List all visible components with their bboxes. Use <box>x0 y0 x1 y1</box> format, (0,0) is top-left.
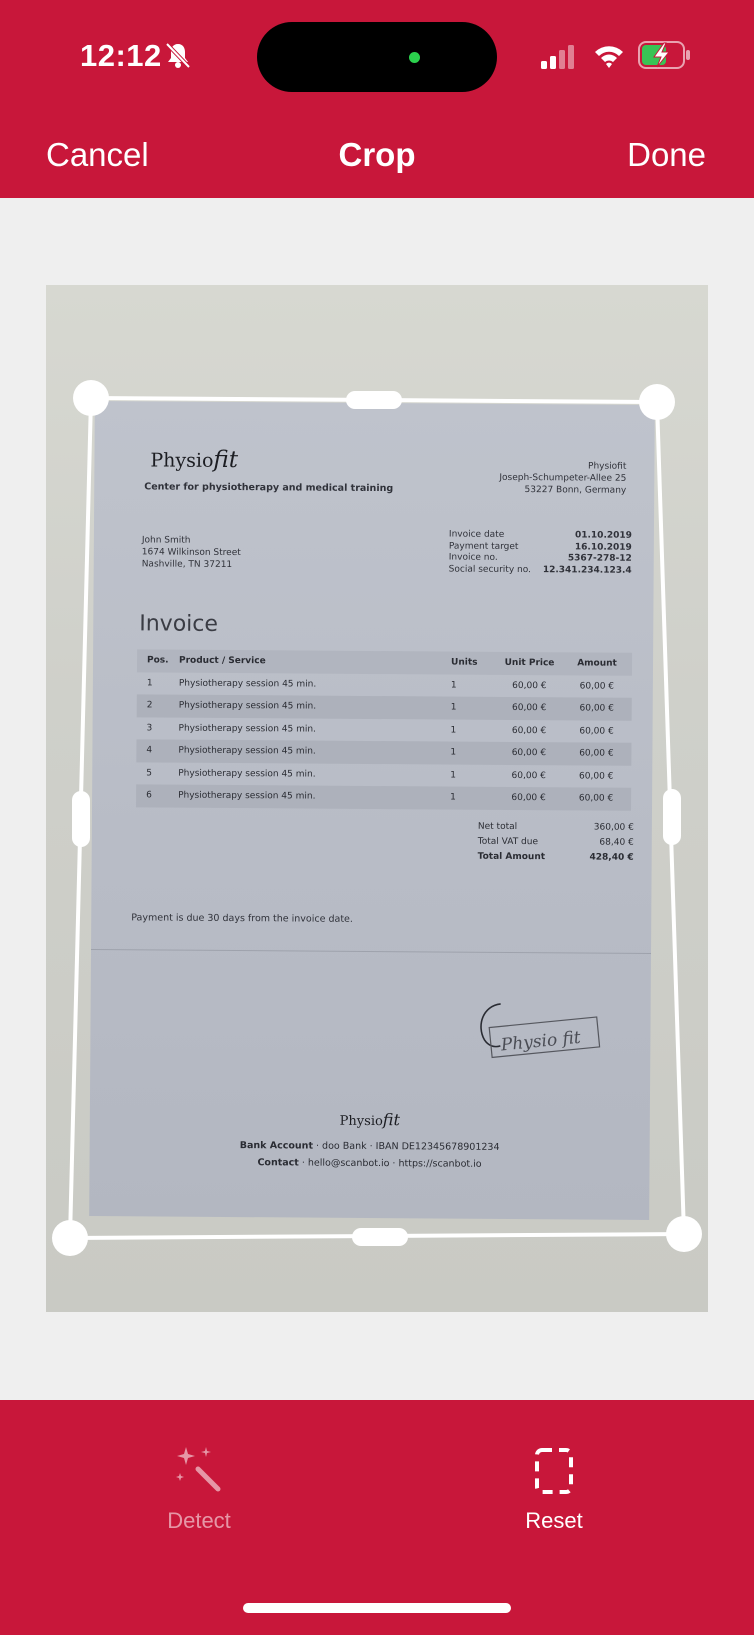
table-row: 3 Physiotherapy session 45 min. 1 60,00 € 60,00 € <box>146 723 614 737</box>
edge-handle-left[interactable] <box>72 791 90 847</box>
home-indicator <box>243 1603 511 1613</box>
wifi-icon <box>593 42 625 70</box>
invoice-title: Invoice <box>139 611 219 637</box>
totals-labels: Net total Total VAT due Total Amount <box>477 821 546 863</box>
status-bar <box>0 0 754 110</box>
detect-label: Detect <box>167 1508 231 1533</box>
signal-icon <box>540 44 580 70</box>
page-title: Crop <box>338 136 416 173</box>
dynamic-island <box>257 22 497 92</box>
crop-frame <box>0 198 754 1400</box>
company-address: Physiofit Joseph-Schumpeter-Allee 25 53227 Bonn, Germany <box>499 461 627 496</box>
bell-slash-icon <box>163 40 193 70</box>
battery-charging-icon <box>638 40 692 70</box>
table-row: 4 Physiotherapy session 45 min. 1 60,00 € 60,00 € <box>136 739 631 765</box>
document-tagline: Center for physiotherapy and medical training <box>144 481 394 495</box>
detect-button[interactable] <box>119 1440 279 1534</box>
navigation-bar <box>0 110 754 198</box>
reset-button[interactable] <box>474 1440 634 1534</box>
svg-text:Physio fit: Physio fit <box>500 1027 582 1056</box>
invoice-meta-labels: Invoice date Payment target Invoice no. Social security no. <box>448 529 531 575</box>
table-header-row: Pos. Product / Service Units Unit Price Amount <box>137 649 632 675</box>
magic-wand-icon <box>174 1445 224 1495</box>
dashed-rectangle-icon <box>534 1447 574 1495</box>
table-row: 5 Physiotherapy session 45 min. 1 60,00 € 60,00 € <box>146 768 614 782</box>
crop-canvas <box>0 198 754 1400</box>
contact-line: Contact · hello@scanbot.io · https://scanbot.io <box>257 1157 482 1170</box>
status-time: 12:12 <box>80 38 162 73</box>
corner-handle-top-right[interactable] <box>639 384 675 420</box>
cancel-button[interactable]: Cancel <box>46 136 149 173</box>
done-button[interactable]: Done <box>627 136 706 173</box>
bank-account-line: Bank Account · doo Bank · IBAN DE12345678901234 <box>239 1140 500 1153</box>
table-row: 1 Physiotherapy session 45 min. 1 60,00 € 60,00 € <box>146 678 615 692</box>
corner-handle-bottom-right[interactable] <box>666 1216 702 1252</box>
totals-values: 360,00 € 68,40 € 428,40 € <box>589 822 634 863</box>
payment-note: Payment is due 30 days from the invoice date. <box>131 912 353 925</box>
camera-indicator <box>409 52 420 63</box>
invoice-meta-values: 01.10.2019 16.10.2019 5367-278-12 12.341.234.123.4 <box>542 530 632 576</box>
reset-label: Reset <box>525 1508 583 1533</box>
corner-handle-bottom-left[interactable] <box>52 1220 88 1256</box>
edge-handle-top[interactable] <box>346 391 402 409</box>
table-row: 2 Physiotherapy session 45 min. 1 60,00 € 60,00 € <box>137 694 632 720</box>
document-logo: Physiofit <box>150 446 239 474</box>
edge-handle-bottom[interactable] <box>352 1228 408 1246</box>
edge-handle-right[interactable] <box>663 789 681 845</box>
footer-logo: Physiofit <box>339 1110 401 1130</box>
bottom-toolbar <box>0 1400 754 1635</box>
corner-handle-top-left[interactable] <box>73 380 109 416</box>
customer-address: John Smith 1674 Wilkinson Street Nashville, TN 37211 <box>141 535 241 571</box>
table-row: 6 Physiotherapy session 45 min. 1 60,00 € 60,00 € <box>136 784 631 810</box>
